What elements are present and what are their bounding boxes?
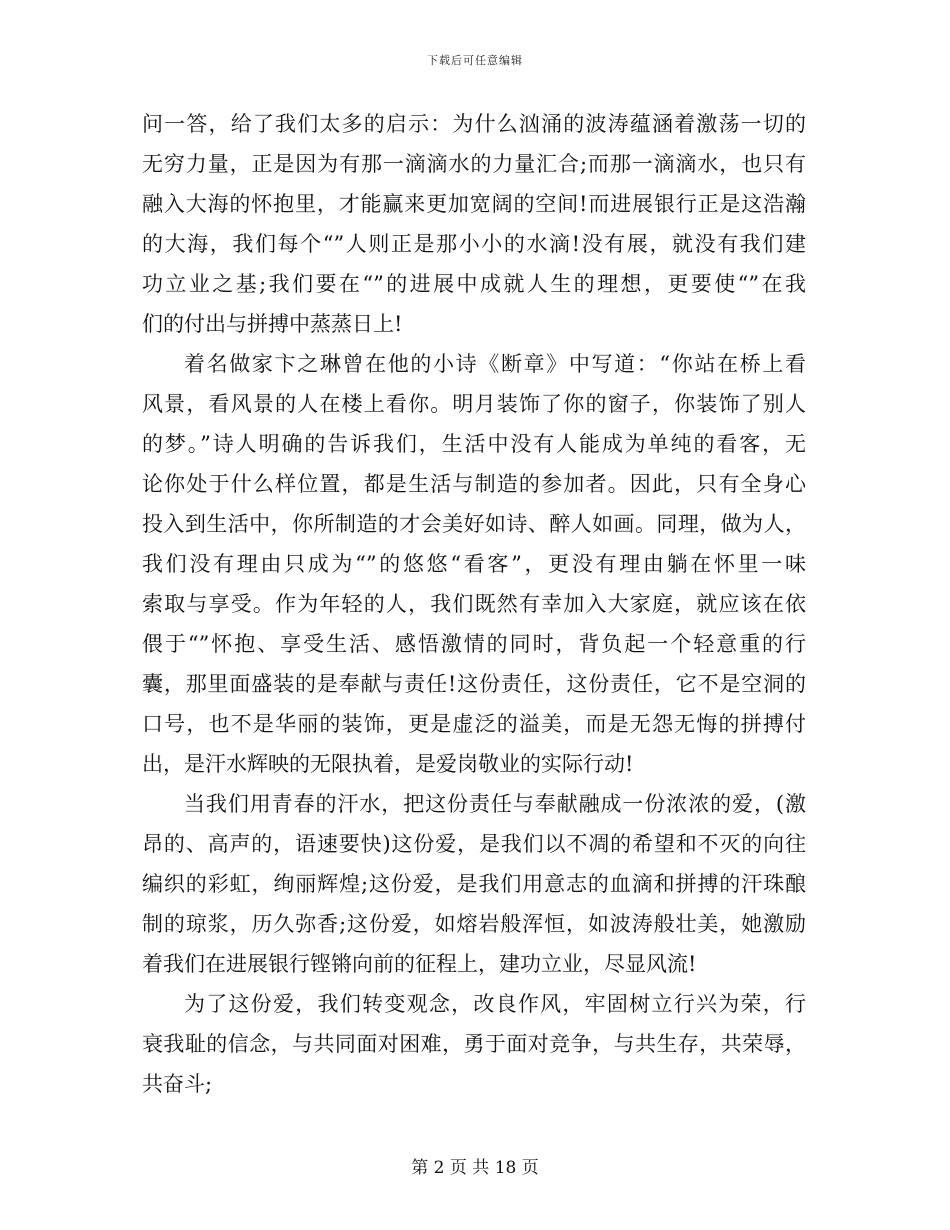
text-line: 问一答，给了我们太多的启示：为什么汹涌的波涛蕴涵着激荡一切的 xyxy=(142,112,806,136)
text-line: 我们没有理由只成为“”的悠悠“看客”，更没有理由躺在怀里一味 xyxy=(142,552,806,576)
text-line: 着名做家卞之琳曾在他的小诗《断章》中写道：“你站在桥上看 xyxy=(184,352,806,376)
text-line: 着我们在进展银行铿锵向前的征程上，建功立业，尽显风流! xyxy=(142,952,697,976)
text-line: 出，是汗水辉映的无限执着，是爱岗敬业的实际行动! xyxy=(142,752,634,776)
paragraph-2 xyxy=(142,344,806,784)
text-line: 索取与享受。作为年轻的人，我们既然有幸加入大家庭，就应该在依 xyxy=(142,592,806,616)
paragraph-1 xyxy=(142,104,806,344)
text-line: 衰我耻的信念，与共同面对困难，勇于面对竞争，与共生存，共荣辱， xyxy=(142,1032,806,1056)
text-line: 昂的、高声的，语速要快)这份爱，是我们以不凋的希望和不灭的向往 xyxy=(142,832,806,856)
text-line: 投入到生活中，你所制造的才会美好如诗、醉人如画。同理，做为人， xyxy=(142,512,806,536)
paragraph-3 xyxy=(142,784,806,984)
text-line: 编织的彩虹，绚丽辉煌;这份爱，是我们用意志的血滴和拼搏的汗珠酿 xyxy=(142,872,806,896)
paragraph-4 xyxy=(142,984,806,1104)
text-line: 制的琼浆，历久弥香;这份爱，如熔岩般浑恒，如波涛般壮美，她激励 xyxy=(142,912,806,936)
page-header: 下载后可任意编辑 xyxy=(427,54,523,67)
text-line: 口号，也不是华丽的装饰，更是虚泛的溢美，而是无怨无悔的拼搏付 xyxy=(142,712,806,736)
text-line: 的梦。”诗人明确的告诉我们，生活中没有人能成为单纯的看客，无 xyxy=(142,432,806,456)
document-body xyxy=(142,104,806,1104)
text-line: 囊，那里面盛装的是奉献与责任!这份责任，这份责任，它不是空洞的 xyxy=(142,672,806,696)
text-line: 偎于“”怀抱、享受生活、感悟激情的同时，背负起一个轻意重的行 xyxy=(142,632,806,656)
text-line: 无穷力量，正是因为有那一滴滴水的力量汇合;而那一滴滴水，也只有 xyxy=(142,152,806,176)
text-line: 融入大海的怀抱里，才能赢来更加宽阔的空间!而进展银行正是这浩瀚 xyxy=(142,192,806,216)
text-line: 们的付出与拼搏中蒸蒸日上! xyxy=(142,312,403,336)
text-line: 当我们用青春的汗水，把这份责任与奉献融成一份浓浓的爱，(激 xyxy=(184,792,806,816)
text-line: 功立业之基;我们要在“”的进展中成就人生的理想，更要使“”在我 xyxy=(142,272,806,296)
text-line: 风景，看风景的人在楼上看你。明月装饰了你的窗子，你装饰了别人 xyxy=(142,392,806,416)
text-line: 的大海，我们每个“”人则正是那小小的水滴!没有展，就没有我们建 xyxy=(142,232,806,256)
text-line: 论你处于什么样位置，都是生活与制造的参加者。因此，只有全身心 xyxy=(142,472,806,496)
text-line: 共奋斗; xyxy=(142,1072,213,1096)
page-number-footer: 第 2 页 共 18 页 xyxy=(411,1158,539,1178)
text-line: 为了这份爱，我们转变观念，改良作风，牢固树立行兴为荣，行 xyxy=(184,992,806,1016)
